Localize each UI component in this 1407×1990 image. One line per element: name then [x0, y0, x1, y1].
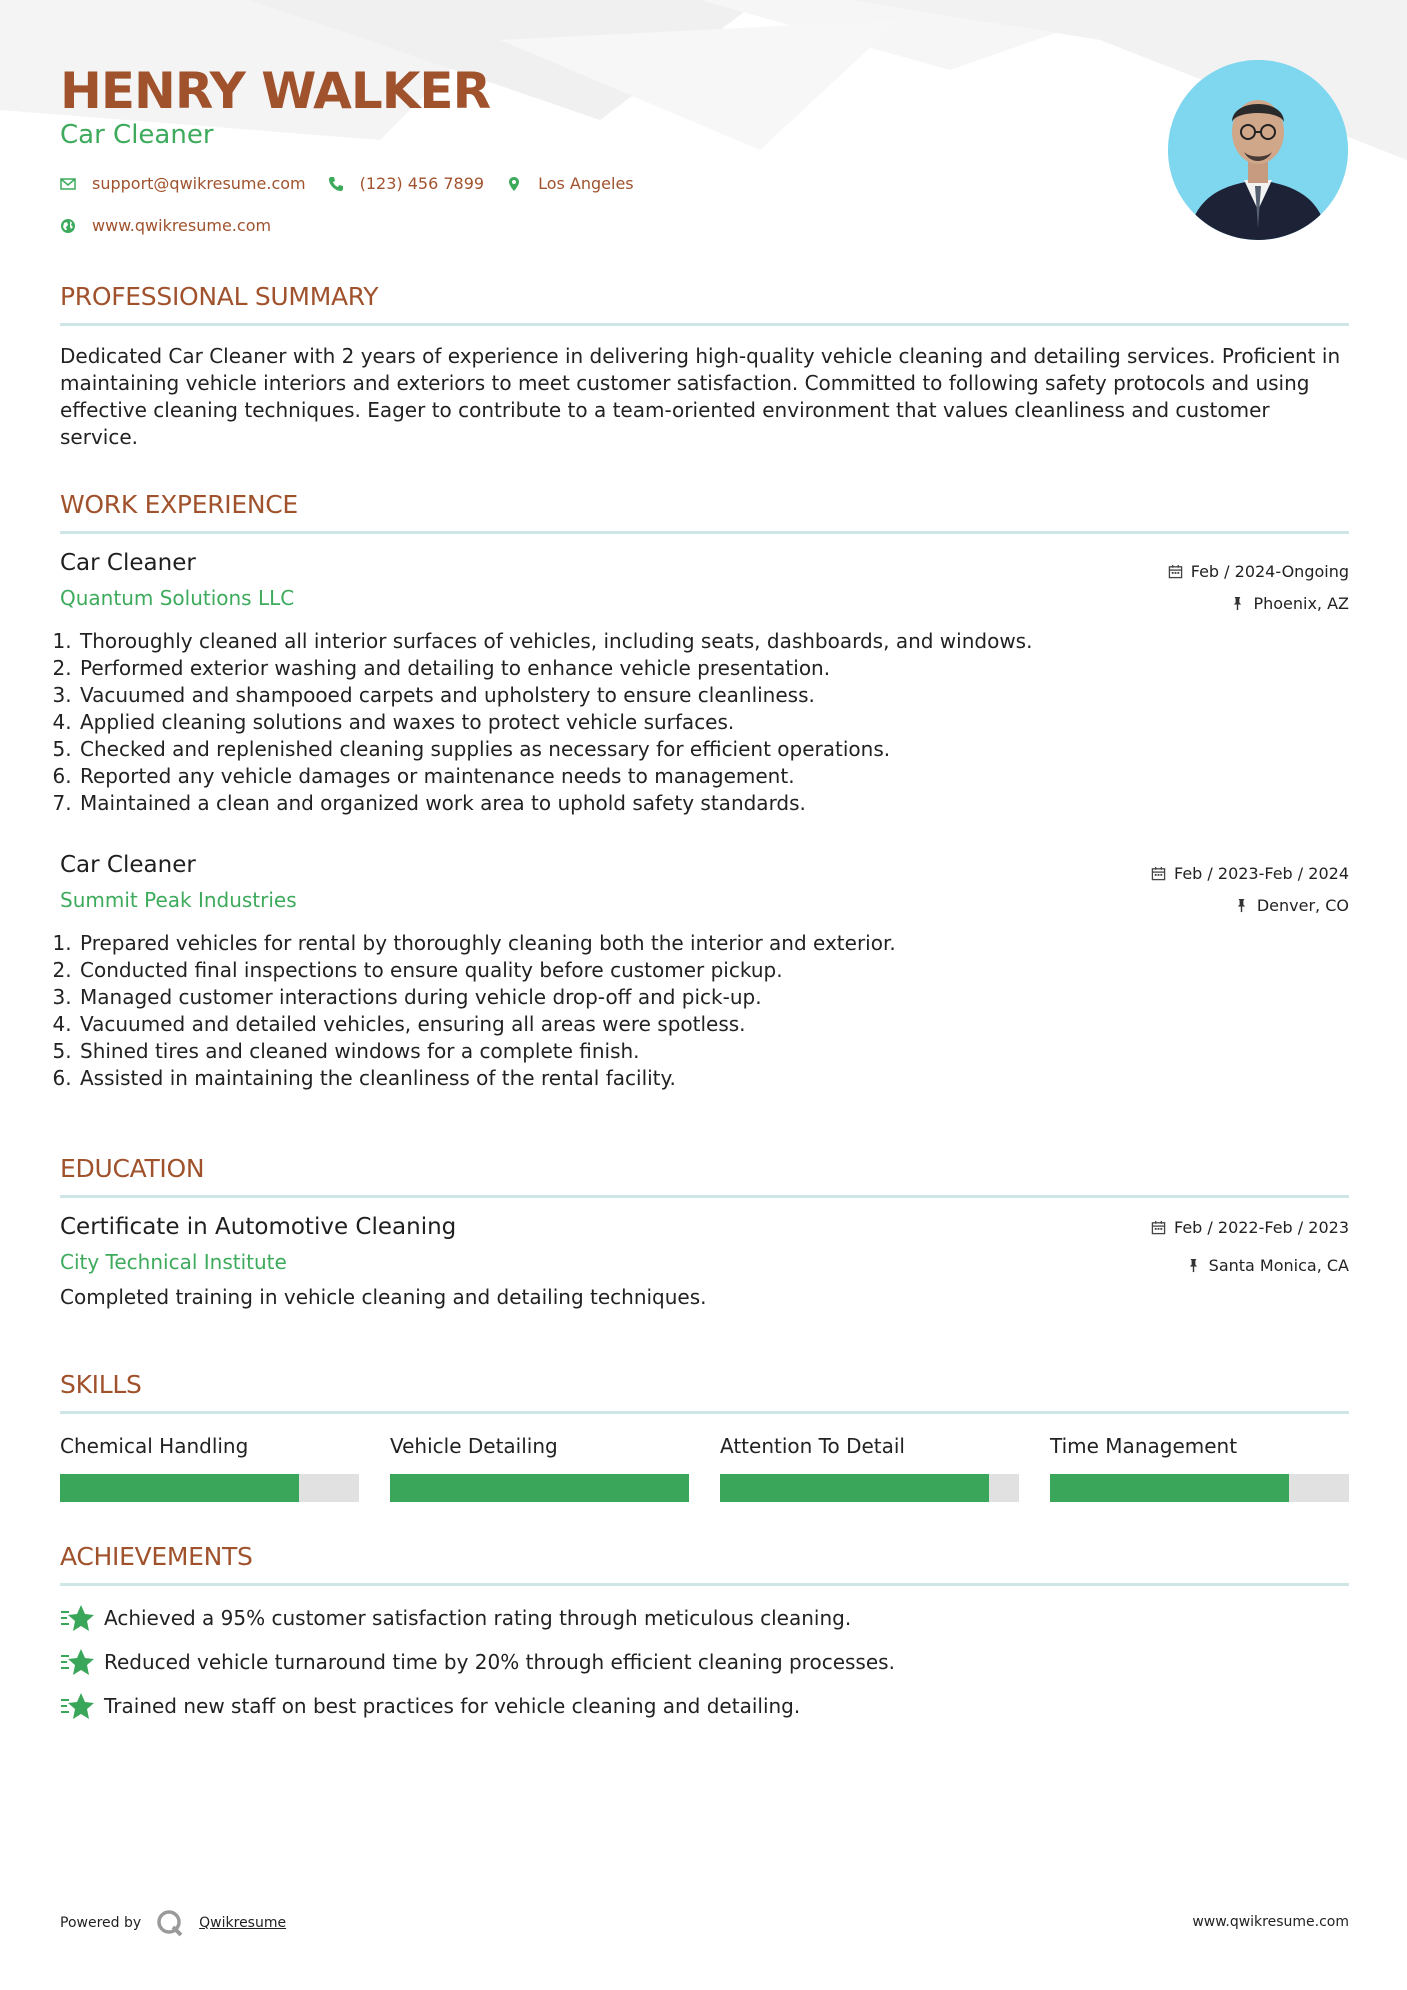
- phone-icon: [328, 176, 344, 192]
- job-location-text: Denver, CO: [1256, 895, 1349, 915]
- summary-text: Dedicated Car Cleaner with 2 years of experience in delivering high-quality vehicle cleaning and detailing services. Proficient in maintaining vehicle interiors and exteriors to meet customer satisfaction. Committed to following safety protocols and using effective cleaning techniques. Eager to contribute to a team-oriented environment that values cleanliness and customer service.: [60, 344, 1341, 449]
- achievement-text: Trained new staff on best practices for vehicle cleaning and detailing.: [104, 1694, 801, 1718]
- profile-photo-illustration: [1168, 60, 1348, 240]
- calendar-icon: [1151, 866, 1166, 881]
- education-location: [1151, 1254, 1349, 1276]
- skill-item: [720, 1434, 1019, 1502]
- job-bullet: 4. Vacuumed and detailed vehicles, ensuring all areas were spotless.: [78, 1011, 1349, 1038]
- calendar-icon: [1168, 564, 1183, 579]
- job-title: Car Cleaner: [60, 852, 196, 878]
- job-bullet: 1. Prepared vehicles for rental by thoroughly cleaning both the interior and exterior.: [78, 930, 1349, 957]
- calendar-icon: [1151, 1220, 1166, 1235]
- skill-item: [1050, 1434, 1349, 1502]
- job-dates: [1168, 560, 1349, 582]
- envelope-icon: [60, 176, 76, 192]
- job-bullet: 7. Maintained a clean and organized work area to uphold safety standards.: [78, 790, 1349, 817]
- candidate-name: HENRY WALKER: [60, 62, 491, 120]
- powered-by: [60, 1908, 286, 1938]
- job-bullet: 3. Vacuumed and shampooed carpets and upholstery to ensure cleanliness.: [78, 682, 1349, 709]
- contact-phone[interactable]: [328, 174, 484, 193]
- section-divider: [60, 1411, 1349, 1414]
- skill-name: Attention To Detail: [720, 1434, 905, 1458]
- education-degree: Certificate in Automotive Cleaning: [60, 1214, 457, 1240]
- candidate-role: Car Cleaner: [60, 120, 214, 150]
- email-text: support@qwikresume.com: [92, 174, 306, 193]
- skill-bar-fill: [720, 1474, 989, 1502]
- section-divider: [60, 531, 1349, 534]
- education-entry: [60, 1214, 1349, 1311]
- section-divider: [60, 1583, 1349, 1586]
- skill-bar-fill: [60, 1474, 299, 1502]
- contact-location: [506, 174, 634, 193]
- education-school: City Technical Institute: [60, 1250, 287, 1274]
- achievement-item: [60, 1684, 1349, 1728]
- job-bullet: 1. Thoroughly cleaned all interior surfaces of vehicles, including seats, dashboards, and windows.: [78, 628, 1349, 655]
- job-bullet: 3. Managed customer interactions during vehicle drop-off and pick-up.: [78, 984, 1349, 1011]
- achievement-item: [60, 1640, 1349, 1684]
- section-title: EDUCATION: [60, 1154, 205, 1183]
- skill-item: [390, 1434, 689, 1502]
- job-meta: [1151, 862, 1349, 916]
- contact-row-2: [60, 216, 293, 235]
- skill-item: [60, 1434, 359, 1502]
- skill-bar-fill: [390, 1474, 689, 1502]
- section-title: SKILLS: [60, 1370, 142, 1399]
- job-dates-text: Feb / 2023-Feb / 2024: [1174, 863, 1349, 883]
- education-meta: [1151, 1216, 1349, 1276]
- footer: [60, 1898, 1349, 1938]
- job-title: Car Cleaner: [60, 550, 196, 576]
- map-marker-icon: [506, 176, 522, 192]
- section-divider: [60, 323, 1349, 326]
- education-location-text: Santa Monica, CA: [1208, 1255, 1349, 1275]
- section-skills: [60, 1370, 1349, 1502]
- job-bullet: 5. Shined tires and cleaned windows for a complete finish.: [78, 1038, 1349, 1065]
- skill-bar: [60, 1474, 359, 1502]
- education-dates-text: Feb / 2022-Feb / 2023: [1174, 1217, 1349, 1237]
- qwikresume-logo-icon: [155, 1908, 185, 1938]
- star-icon: [60, 1647, 94, 1677]
- education-description: Completed training in vehicle cleaning and detailing techniques.: [60, 1285, 707, 1309]
- education-dates: [1151, 1216, 1349, 1238]
- section-divider: [60, 1195, 1349, 1198]
- job-bullet: 2. Performed exterior washing and detailing to enhance vehicle presentation.: [78, 655, 1349, 682]
- job-meta: [1168, 560, 1349, 614]
- achievement-item: [60, 1596, 1349, 1640]
- job-bullet: 6. Reported any vehicle damages or maintenance needs to management.: [78, 763, 1349, 790]
- star-icon: [60, 1603, 94, 1633]
- section-work-experience: [60, 490, 1349, 534]
- globe-icon: [60, 218, 76, 234]
- section-title: PROFESSIONAL SUMMARY: [60, 282, 379, 311]
- job-entry: [60, 550, 1349, 817]
- job-bullets: [60, 628, 1349, 817]
- section-title: ACHIEVEMENTS: [60, 1542, 253, 1571]
- star-icon: [60, 1691, 94, 1721]
- skill-name: Time Management: [1050, 1434, 1238, 1458]
- section-title: WORK EXPERIENCE: [60, 490, 298, 519]
- job-bullet: 4. Applied cleaning solutions and waxes to protect vehicle surfaces.: [78, 709, 1349, 736]
- section-professional-summary: [60, 282, 1349, 451]
- section-achievements: [60, 1542, 1349, 1728]
- job-dates: [1151, 862, 1349, 884]
- pushpin-icon: [1186, 1258, 1201, 1273]
- achievement-text: Achieved a 95% customer satisfaction rating through meticulous cleaning.: [104, 1606, 852, 1630]
- skill-name: Vehicle Detailing: [390, 1434, 558, 1458]
- achievements-list: [60, 1596, 1349, 1728]
- powered-by-label: Powered by: [60, 1915, 142, 1931]
- footer-website[interactable]: www.qwikresume.com: [1192, 1914, 1349, 1930]
- job-entry: [60, 852, 1349, 1092]
- phone-text: (123) 456 7899: [359, 174, 485, 193]
- skill-bar: [720, 1474, 1019, 1502]
- contact-email[interactable]: [60, 174, 306, 193]
- job-location: [1168, 592, 1349, 614]
- contact-row-1: [60, 174, 656, 193]
- job-bullet: 6. Assisted in maintaining the cleanliness of the rental facility.: [78, 1065, 1349, 1092]
- skill-bar: [390, 1474, 689, 1502]
- skills-list: [60, 1434, 1349, 1502]
- profile-photo: [1168, 60, 1348, 240]
- job-bullet: 5. Checked and replenished cleaning supplies as necessary for efficient operations.: [78, 736, 1349, 763]
- job-bullets: [60, 930, 1349, 1092]
- skill-bar: [1050, 1474, 1349, 1502]
- job-company: Summit Peak Industries: [60, 888, 297, 912]
- job-location: [1151, 894, 1349, 916]
- pushpin-icon: [1230, 596, 1245, 611]
- job-bullet: 2. Conducted final inspections to ensure quality before customer pickup.: [78, 957, 1349, 984]
- pushpin-icon: [1234, 898, 1249, 913]
- section-education: [60, 1154, 1349, 1198]
- job-location-text: Phoenix, AZ: [1253, 593, 1349, 613]
- website-text: www.qwikresume.com: [92, 216, 272, 235]
- location-text: Los Angeles: [538, 174, 634, 193]
- job-dates-text: Feb / 2024-Ongoing: [1190, 561, 1349, 581]
- job-company: Quantum Solutions LLC: [60, 586, 295, 610]
- contact-website[interactable]: [60, 216, 271, 235]
- achievement-text: Reduced vehicle turnaround time by 20% through efficient cleaning processes.: [104, 1650, 895, 1674]
- skill-bar-fill: [1050, 1474, 1289, 1502]
- qwikresume-link[interactable]: Qwikresume: [199, 1915, 287, 1931]
- skill-name: Chemical Handling: [60, 1434, 249, 1458]
